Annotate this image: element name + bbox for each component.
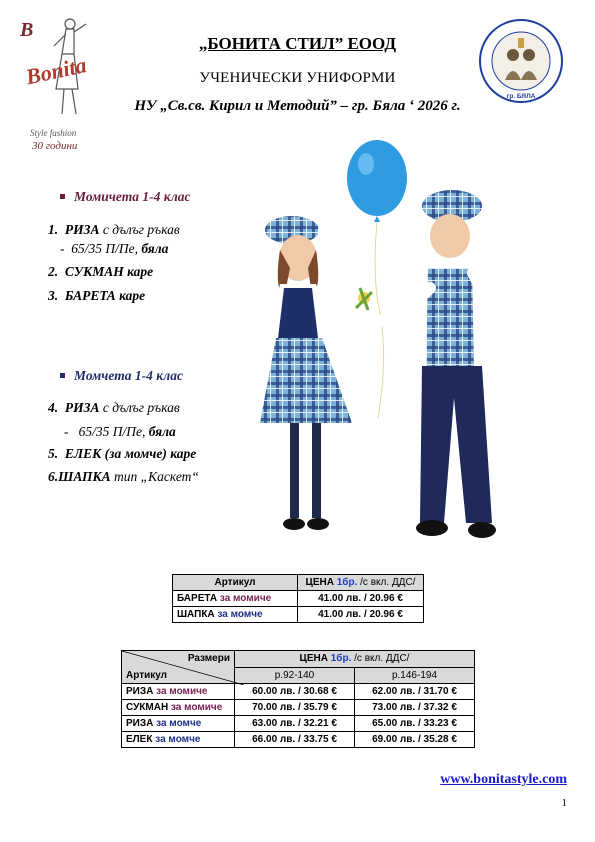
square-bullet-icon <box>60 194 65 199</box>
uniform-photo <box>260 138 520 553</box>
logo-years: 30 години <box>32 140 78 152</box>
table-header-price: ЦЕНА 1бр. /с вкл. ДДС/ <box>235 651 475 668</box>
company-name: „БОНИТА СТИЛ” ЕООД <box>198 34 397 53</box>
list-item: 6.ШАПКА тип „Каскет“ <box>48 469 199 484</box>
table-row: РИЗА за момче 63.00 лв. / 32.21 € 65.00 лв. / 33.23 € <box>122 716 475 732</box>
list-item: 1. РИЗА с дълъг ръкав <box>48 222 180 237</box>
school-line: НУ „Св.св. Кирил и Методий” – гр. Бяла ‘ 2026 г. <box>134 98 461 114</box>
logo-initial: B <box>20 19 34 41</box>
table-header-article: Артикул <box>173 575 298 591</box>
list-item: 2. СУКМАН каре <box>48 264 154 279</box>
school-seal-logo <box>478 18 564 104</box>
price-table-garments <box>121 650 475 748</box>
table-row: ШАПКА за момче 41.00 лв. / 20.96 € <box>173 607 424 623</box>
price-table-accessories <box>172 574 424 623</box>
logo-brand: Bonita <box>23 52 89 90</box>
fabric-line: - 65/35 П/Пе, бяла <box>60 241 169 256</box>
svg-text:гр. БЯЛА: гр. БЯЛА <box>506 93 536 100</box>
table-header-price: ЦЕНА 1бр. /с вкл. ДДС/ <box>298 575 424 591</box>
document-subtitle: УЧЕНИЧЕСКИ УНИФОРМИ <box>199 70 396 86</box>
list-item: 4. РИЗА с дълъг ръкав <box>48 400 180 415</box>
logo-tagline: Style fashion <box>30 128 77 138</box>
table-row: СУКМАН за момиче 70.00 лв. / 35.79 € 73.00 лв. / 37.32 € <box>122 700 475 716</box>
table-row: ЕЛЕК за момче 66.00 лв. / 33.75 € 69.00 лв. / 35.28 € <box>122 732 475 748</box>
boys-section-heading: Момчета 1-4 клас <box>60 368 183 384</box>
table-row: РИЗА за момиче 60.00 лв. / 30.68 € 62.00 лв. / 31.70 € <box>122 684 475 700</box>
fabric-line: - 65/35 П/Пе, бяла <box>64 424 176 439</box>
square-bullet-icon <box>60 373 65 378</box>
girls-section-heading: Момичета 1-4 клас <box>60 189 190 205</box>
girl-sukman <box>260 338 352 423</box>
page-number: 1 <box>561 797 567 809</box>
size-range-1: р.92-140 <box>235 667 355 684</box>
balloon <box>347 140 407 216</box>
list-item: 3. БАРЕТА каре <box>48 288 146 303</box>
website-link[interactable]: www.bonitastyle.com <box>440 772 567 787</box>
table-row: БАРЕТА за момиче 41.00 лв. / 20.96 € <box>173 591 424 607</box>
size-range-2: р.146-194 <box>355 667 475 684</box>
list-item: 5. ЕЛЕК (за момче) каре <box>48 446 197 461</box>
table-header-diagonal: Размери Артикул <box>122 651 235 684</box>
